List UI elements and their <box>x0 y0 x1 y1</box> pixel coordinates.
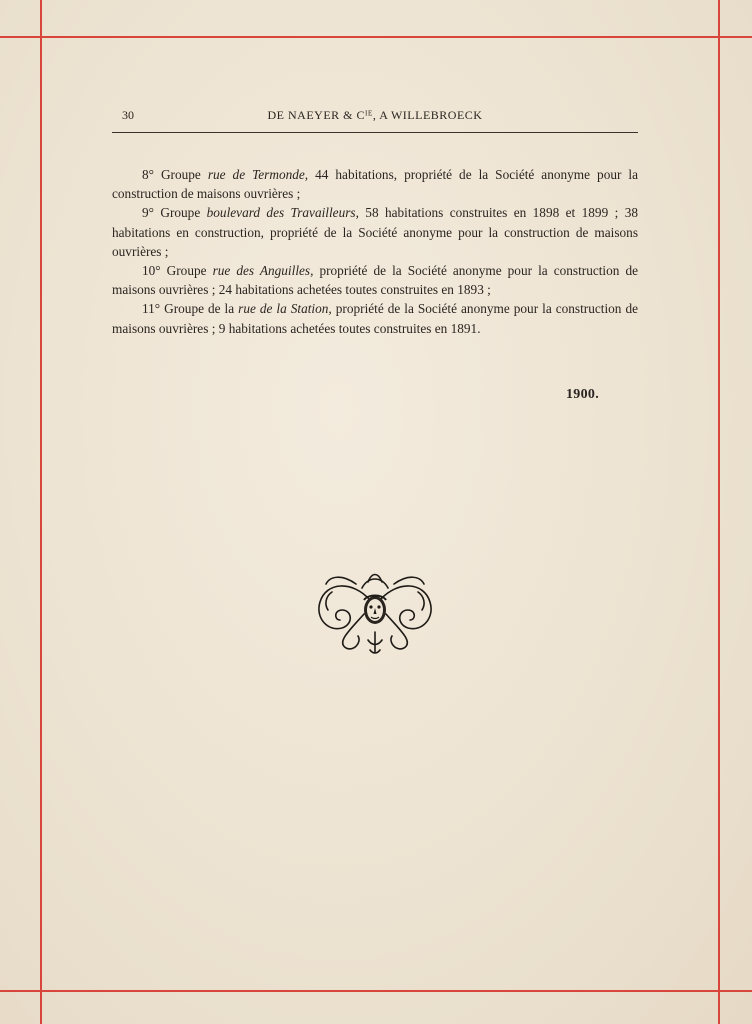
year-caption: 1900. <box>566 387 599 402</box>
page-header <box>112 108 638 126</box>
street-name: rue des Anguilles, <box>212 263 314 279</box>
street-name: rue de Termonde, <box>207 167 309 182</box>
ornament-vignette <box>312 570 438 656</box>
body-text <box>112 165 638 338</box>
paragraph-text: propriété de la Société anonyme pour la construction de maisons ouvrières ; 24 habitations achetées toutes construites en 1893 ; <box>112 263 639 298</box>
paragraph-text: 58 habitations construites en 1898 et 1899 ; 38 habitations en construction, propriété de la Société anonyme pour la construction de maisons ouvrières ; <box>112 205 638 259</box>
street-name: boulevard des Travailleurs, <box>206 205 359 221</box>
header-rule <box>112 132 638 133</box>
paragraph-text: 10° Groupe <box>142 263 213 279</box>
right-margin-rule <box>718 0 720 1024</box>
mascaron-scroll-vignette-icon <box>312 570 438 656</box>
bottom-margin-rule <box>0 990 752 992</box>
paragraph-text: 44 habitations, propriété de la Société anonyme pour la construction de maisons ouvrières ; <box>112 167 639 202</box>
street-name: rue de la Station, <box>238 301 332 317</box>
top-margin-rule <box>0 36 752 38</box>
paragraph-text: 9° Groupe <box>142 205 207 221</box>
paragraph-text: propriété de la Société anonyme pour la construction de maisons ouvrières ; 9 habitations achetées toutes construites en 1891. <box>112 301 639 336</box>
paragraph-4 <box>112 299 638 337</box>
page-number: 30 <box>122 108 134 122</box>
left-margin-rule <box>40 0 42 1024</box>
running-head: DE NAEYER & Cᴵᴱ, A WILLEBROECK <box>267 108 483 122</box>
paragraph-text: 11° Groupe de la <box>142 301 239 317</box>
paragraph-1 <box>112 165 638 203</box>
paragraph-2 <box>112 203 638 261</box>
paragraph-text: 8° Groupe <box>142 167 208 182</box>
paragraph-3 <box>112 261 638 299</box>
